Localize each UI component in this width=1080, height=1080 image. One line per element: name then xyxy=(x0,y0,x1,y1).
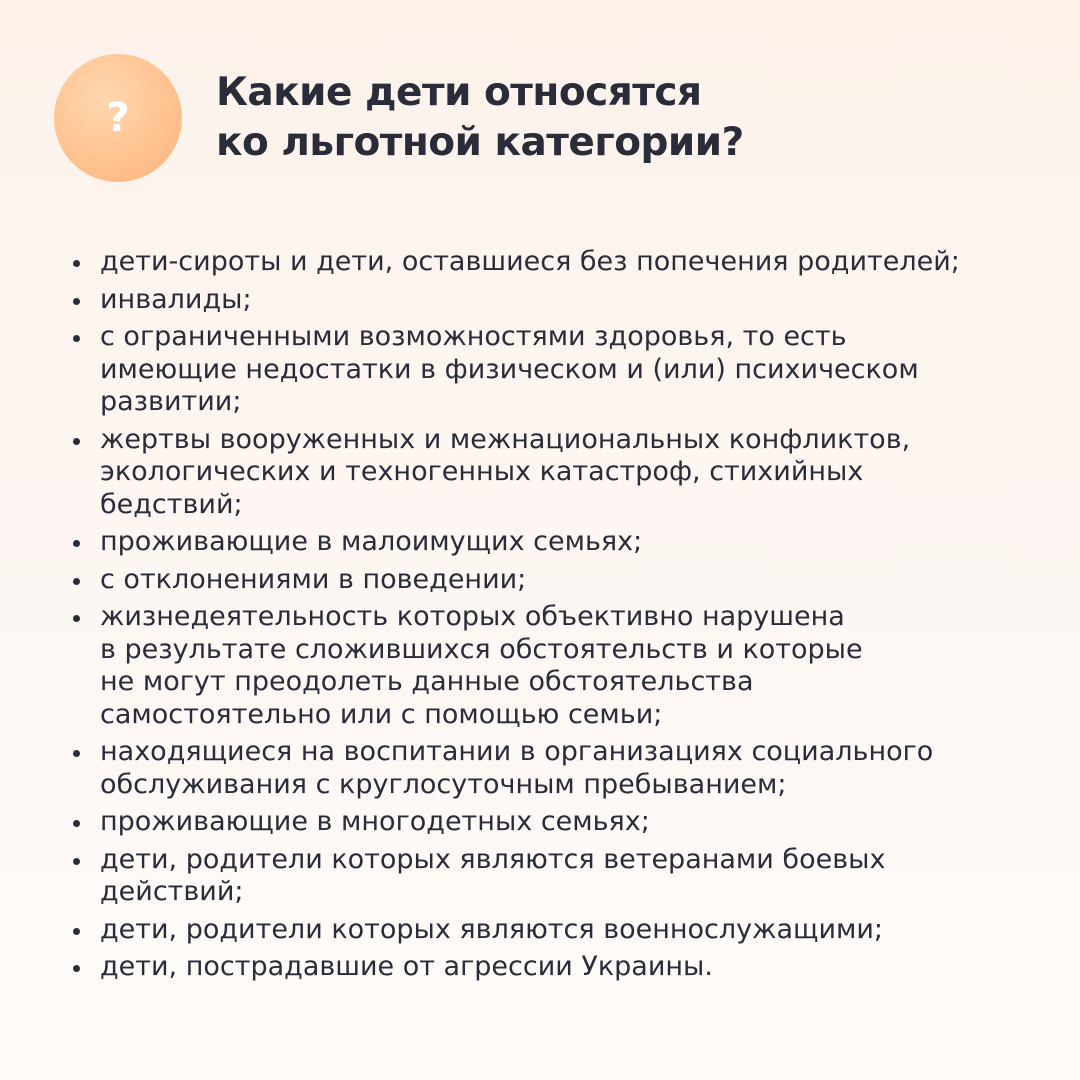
list-item-line: дети, пострадавшие от агрессии Украины. xyxy=(100,951,713,982)
list-item xyxy=(70,914,1020,947)
list-item-line: обслуживания с круглосуточным пребыванием; xyxy=(100,768,787,800)
list-item xyxy=(70,844,1020,909)
title-line: Какие дети относятся xyxy=(216,70,702,115)
list-item-line: проживающие в малоимущих семьях; xyxy=(100,526,643,557)
list-item-line: жертвы вооруженных и межнациональных конфликтов, xyxy=(100,423,911,455)
list-item xyxy=(70,951,1020,984)
list-item xyxy=(70,284,1020,317)
list-item-line: бедствий; xyxy=(100,488,243,520)
list-item-line: самостоятельно или с помощью семьи; xyxy=(100,698,663,730)
list-item-line: дети, родители которых являются военнослужащими; xyxy=(100,913,883,945)
list-item-line: действий; xyxy=(100,876,244,907)
list-item xyxy=(70,526,1020,559)
list-item xyxy=(70,806,1020,839)
list-item-line: проживающие в многодетных семьях; xyxy=(100,806,650,837)
page-title xyxy=(216,68,744,168)
category-list xyxy=(70,246,1020,989)
header xyxy=(54,54,744,182)
list-item-line: не могут преодолеть данные обстоятельства xyxy=(100,666,754,697)
list-item-line: инвалиды; xyxy=(100,283,252,315)
question-badge xyxy=(54,54,182,182)
list-item-line: развитии; xyxy=(100,386,242,417)
list-item-line: находящиеся на воспитании в организациях социального xyxy=(100,736,934,767)
list-item xyxy=(70,564,1020,597)
list-item-line: имеющие недостатки в физическом и (или) психическом xyxy=(100,353,919,385)
list-item xyxy=(70,321,1020,419)
list-item-line: с отклонениями в поведении; xyxy=(100,563,527,595)
list-item-line: экологических и техногенных катастроф, стихийных xyxy=(100,456,864,487)
question-icon: ? xyxy=(106,95,130,141)
list-item-line: дети-сироты и дети, оставшиеся без попечения родителей; xyxy=(100,246,960,277)
title-line: ко льготной категории? xyxy=(216,120,744,165)
list-item-line: дети, родители которых являются ветеранами боевых xyxy=(100,843,886,875)
list-item xyxy=(70,246,1020,279)
list-item-line: с ограниченными возможностями здоровья, то есть xyxy=(100,321,847,352)
list-item xyxy=(70,736,1020,801)
list-item xyxy=(70,424,1020,522)
list-item-line: в результате сложившихся обстоятельств и которые xyxy=(100,633,863,665)
list-item xyxy=(70,601,1020,731)
list-item-line: жизнедеятельность которых объективно нарушена xyxy=(100,601,845,632)
